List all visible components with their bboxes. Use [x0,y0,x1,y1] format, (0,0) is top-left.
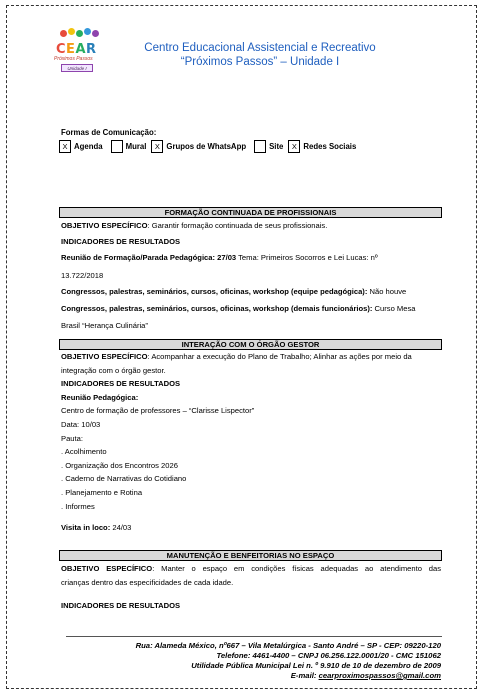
objective-line: OBJETIVO ESPECÍFICO: Manter o espaço em condições físicas adequadas ao atendimento das [61,564,441,573]
section-manager-header: INTERAÇÃO COM O ÓRGÃO GESTOR [59,339,442,350]
communication-options [59,139,361,153]
indicators-heading: INDICADORES DE RESULTADOS [61,379,181,389]
label-whatsapp: Grupos de WhatsApp [166,141,247,151]
congress-staff-2: Brasil “Herança Culinária” [61,320,148,330]
objective-line: OBJETIVO ESPECÍFICO: Acompanhar a execução do Plano de Trabalho; Alinhar as ações por meio da [61,352,412,361]
label-agenda: Agenda [74,141,103,151]
cear-logo [52,28,102,76]
checkbox-mural[interactable] [111,140,123,153]
checkbox-agenda[interactable]: X [59,140,71,153]
meeting-date: Data: 10/03 [61,419,101,429]
logo-text: CEAR [56,42,97,57]
label-site: Site [269,141,284,151]
congress-staff: Congressos, palestras, seminários, cursos, oficinas, workshop (demais funcionários): Curso Mesa [61,303,416,313]
logo-tag: Unidade I [61,64,93,72]
email-link[interactable]: cearproximospassos@gmail.com [318,671,441,680]
section-maintenance-header: MANUTENÇÃO E BENFEITORIAS NO ESPAÇO [59,550,442,561]
footer-email-line: E-mail: cearproximospassos@gmail.com [290,671,441,680]
visit-line: Visita in loco: 24/03 [61,523,132,533]
agenda-item: . Organização dos Encontros 2026 [61,460,178,470]
section-manager-body [61,350,441,535]
footer-address [136,641,441,681]
congress-pedagogical: Congressos, palestras, seminários, cursos, oficinas, workshop (equipe pedagógica): Não houve [61,287,407,297]
meeting-line-2: 13.722/2018 [61,270,104,280]
title-line-2: “Próximos Passos” – Unidade I [180,56,340,68]
indicators-heading: INDICADORES DE RESULTADOS [61,236,181,246]
objective-line-2: integração com o órgão gestor. [61,365,166,375]
label-social: Redes Sociais [303,141,357,151]
meeting-line: Reunião de Formação/Parada Pedagógica: 27/03 Tema: Primeiros Socorros e Lei Lucas: nº [61,253,378,263]
indicators-heading: INDICADORES DE RESULTADOS [61,601,181,611]
agenda-item: . Caderno de Narrativas do Cotidiano [61,474,187,484]
footer-line-2: Telefone: 4461-4400 – CNPJ 06.256.122.0001/20 - CMC 151062 [216,651,441,660]
footer-line-3: Utilidade Pública Municipal Lei n. º 9.910 de 10 de dezembro de 2009 [191,661,441,670]
training-center: Centro de formação de professores – “Clarisse Lispector” [61,406,255,416]
communication-label: Formas de Comunicação: [61,128,157,137]
footer-divider [66,636,442,637]
institution-title [100,41,420,69]
objective-line: OBJETIVO ESPECÍFICO: Garantir formação continuada de seus profissionais. [61,221,328,230]
agenda-item: . Planejamento e Rotina [61,487,143,497]
label-mural: Mural [125,141,147,151]
checkbox-whatsapp[interactable]: X [151,140,163,153]
footer-line-1: Rua: Alameda México, nº667 – Vila Metalúrgica - Santo André – SP - CEP: 09220-120 [135,641,441,650]
section-training-header: FORMAÇÃO CONTINUADA DE PROFISSIONAIS [59,207,442,218]
section-training-body [61,219,441,332]
agenda-item: . Acolhimento [61,447,107,457]
section-maintenance-body [61,562,441,613]
agenda-item: . Informes [61,501,95,511]
title-line-1: Centro Educacional Assistencial e Recreativo [144,42,376,54]
logo-subtitle: Próximos Passos [54,56,93,62]
checkbox-site[interactable] [254,140,266,153]
meeting-heading: Reunião Pedagógica: [61,392,139,402]
objective-line-2: crianças dentro das especificidades de cada idade. [61,577,234,587]
agenda-label: Pauta: [61,433,83,443]
checkbox-social[interactable]: X [288,140,300,153]
